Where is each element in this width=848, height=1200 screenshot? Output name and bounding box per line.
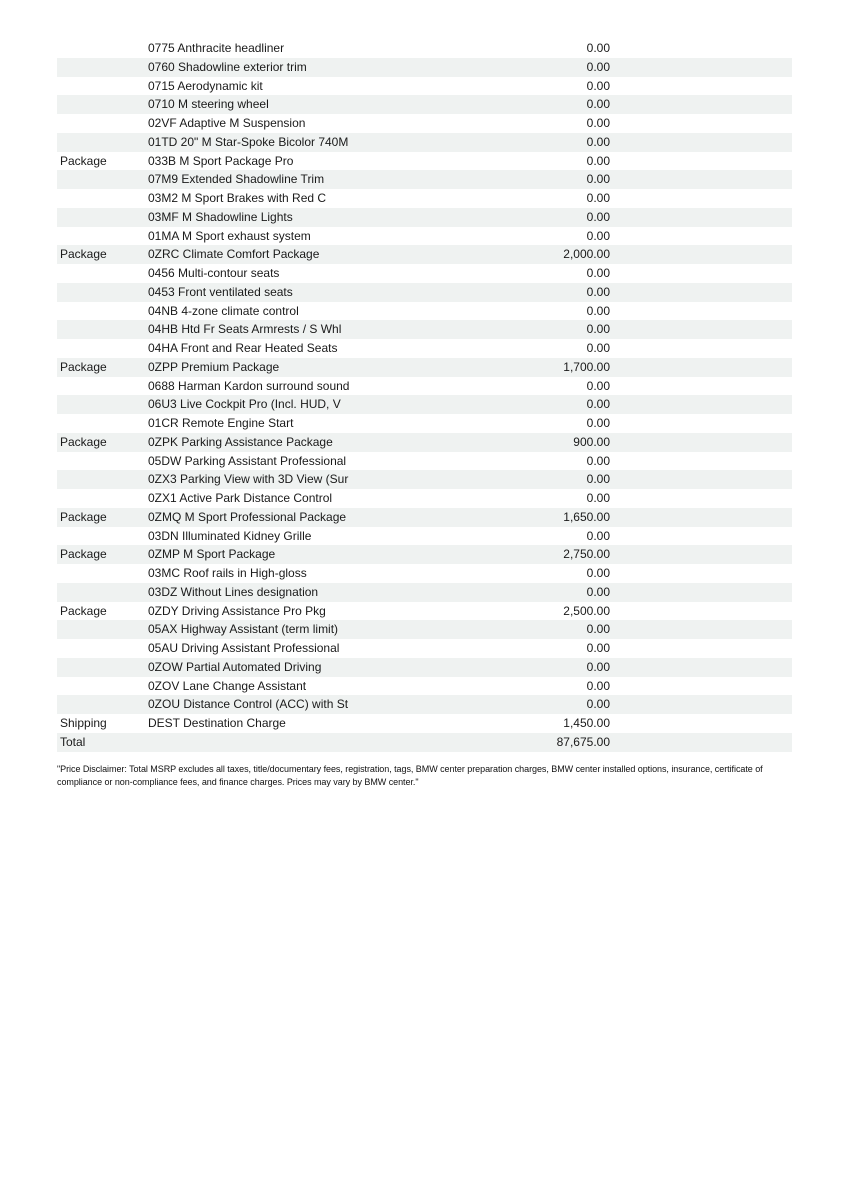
- row-category: Package: [60, 509, 107, 524]
- row-category: Shipping: [60, 716, 107, 730]
- row-price: 0.00: [586, 228, 610, 243]
- row-price: 0.00: [586, 659, 610, 674]
- row-description: 05DW Parking Assistant Professional: [148, 453, 347, 468]
- table-row: [57, 58, 792, 77]
- row-description: 01MA M Sport exhaust system: [148, 228, 311, 243]
- table-row: [57, 658, 792, 677]
- table-row: [57, 189, 792, 208]
- row-category: Package: [60, 603, 107, 618]
- table-row: [57, 489, 792, 508]
- row-description: 04HB Htd Fr Seats Armrests / S Whl: [148, 322, 342, 337]
- table-row: [57, 339, 792, 358]
- row-description: 06U3 Live Cockpit Pro (Incl. HUD, V: [148, 397, 341, 412]
- row-description: 0ZRC Climate Comfort Package: [148, 247, 320, 262]
- row-price: 0.00: [586, 209, 610, 224]
- row-category: Package: [60, 359, 107, 374]
- price-disclaimer: "Price Disclaimer: Total MSRP excludes all taxes, title/documentary fees, registration, tags, BMW center preparation charges, BMW center installed options, insurance, certificate of compliance or non-compliance fees, and finance charges. Prices may vary by BMW center.": [57, 764, 763, 787]
- table-row: [57, 452, 792, 471]
- row-price: 87,675.00: [556, 734, 610, 749]
- row-price: 2,500.00: [563, 603, 610, 618]
- row-description: 01TD 20" M Star-Spoke Bicolor 740M: [148, 134, 349, 149]
- row-price: 0.00: [586, 191, 610, 205]
- table-row: [57, 714, 792, 733]
- row-description: 0ZDY Driving Assistance Pro Pkg: [148, 603, 326, 618]
- table-row: [57, 564, 792, 583]
- row-description: 0ZPK Parking Assistance Package: [148, 434, 333, 449]
- row-description: 0688 Harman Kardon surround sound: [148, 378, 350, 393]
- table-row: [57, 545, 792, 564]
- row-description: 0ZX1 Active Park Distance Control: [148, 491, 333, 505]
- table-row: [57, 170, 792, 189]
- row-price: 0.00: [586, 97, 610, 112]
- row-description: 0ZOW Partial Automated Driving: [148, 659, 322, 674]
- row-price: 0.00: [586, 172, 610, 187]
- row-price: 0.00: [586, 622, 610, 637]
- row-description: 0710 M steering wheel: [148, 97, 269, 112]
- table-row: [57, 677, 792, 696]
- row-price: 0.00: [586, 116, 610, 130]
- table-row: [57, 470, 792, 489]
- row-price: 0.00: [586, 41, 610, 55]
- row-description: 07M9 Extended Shadowline Trim: [148, 172, 325, 187]
- row-description: 02VF Adaptive M Suspension: [148, 116, 306, 130]
- row-price: 1,700.00: [563, 359, 610, 374]
- row-price: 0.00: [586, 416, 610, 430]
- row-price: 2,000.00: [563, 247, 610, 262]
- row-price: 0.00: [586, 266, 610, 280]
- row-price: 0.00: [586, 491, 610, 505]
- row-price: 0.00: [586, 303, 610, 318]
- row-price: 2,750.00: [563, 547, 610, 562]
- row-description: 03M2 M Sport Brakes with Red C: [148, 191, 327, 205]
- options-table: [57, 39, 792, 752]
- row-price: 0.00: [586, 341, 610, 355]
- table-row: [57, 302, 792, 321]
- row-description: 04HA Front and Rear Heated Seats: [148, 341, 338, 355]
- row-description: 03MF M Shadowline Lights: [148, 209, 293, 224]
- table-row: [57, 733, 792, 752]
- row-price: 900.00: [573, 434, 610, 449]
- table-row: [57, 620, 792, 639]
- row-description: 0775 Anthracite headliner: [148, 41, 285, 55]
- row-category: Package: [60, 247, 107, 262]
- row-description: 03DZ Without Lines designation: [148, 584, 319, 599]
- row-description: 03DN Illuminated Kidney Grille: [148, 528, 312, 543]
- row-price: 0.00: [586, 528, 610, 543]
- row-price: 0.00: [586, 472, 610, 487]
- row-description: 033B M Sport Package Pro: [148, 153, 294, 168]
- row-description: 04NB 4-zone climate control: [148, 303, 299, 318]
- row-description: DEST Destination Charge: [148, 716, 286, 730]
- table-row: [57, 695, 792, 714]
- row-description: 0456 Multi-contour seats: [148, 266, 280, 280]
- row-price: 0.00: [586, 453, 610, 468]
- row-price: 1,450.00: [563, 716, 610, 730]
- row-description: 0760 Shadowline exterior trim: [148, 59, 307, 74]
- table-row: [57, 395, 792, 414]
- row-category: Package: [60, 434, 107, 449]
- row-price: 0.00: [586, 641, 610, 655]
- row-price: 0.00: [586, 378, 610, 393]
- row-description: 0453 Front ventilated seats: [148, 284, 293, 299]
- row-description: 05AU Driving Assistant Professional: [148, 641, 340, 655]
- row-price: 0.00: [586, 322, 610, 337]
- row-price: 0.00: [586, 78, 610, 93]
- table-row: [57, 283, 792, 302]
- table-row: [57, 152, 792, 171]
- table-row: [57, 377, 792, 396]
- table-row: [57, 245, 792, 264]
- row-price: 0.00: [586, 284, 610, 299]
- row-description: 0ZOV Lane Change Assistant: [148, 678, 307, 693]
- table-row: [57, 227, 792, 246]
- table-row: [57, 414, 792, 433]
- row-price: 0.00: [586, 59, 610, 74]
- row-price: 0.00: [586, 397, 610, 412]
- table-row: [57, 358, 792, 377]
- table-row: [57, 602, 792, 621]
- row-description: 05AX Highway Assistant (term limit): [148, 622, 339, 637]
- row-price: 0.00: [586, 134, 610, 149]
- row-price: 0.00: [586, 153, 610, 168]
- row-description: 0ZPP Premium Package: [148, 359, 280, 374]
- row-description: 01CR Remote Engine Start: [148, 416, 294, 430]
- row-description: 0ZMP M Sport Package: [148, 547, 276, 562]
- row-price: 0.00: [586, 566, 610, 580]
- table-row: [57, 583, 792, 602]
- row-description: 0ZMQ M Sport Professional Package: [148, 509, 347, 524]
- row-description: 0ZOU Distance Control (ACC) with St: [148, 697, 349, 712]
- row-description: 03MC Roof rails in High-gloss: [148, 566, 307, 580]
- table-row: [57, 114, 792, 133]
- row-description: 0ZX3 Parking View with 3D View (Sur: [148, 472, 349, 487]
- row-price: 0.00: [586, 678, 610, 693]
- table-row: [57, 208, 792, 227]
- table-row: [57, 433, 792, 452]
- row-price: 1,650.00: [563, 509, 610, 524]
- table-row: [57, 320, 792, 339]
- row-price: 0.00: [586, 697, 610, 712]
- row-category: Package: [60, 547, 107, 562]
- table-row: [57, 39, 792, 58]
- table-row: [57, 264, 792, 283]
- row-category: Package: [60, 153, 107, 168]
- table-row: [57, 95, 792, 114]
- table-row: [57, 639, 792, 658]
- row-price: 0.00: [586, 584, 610, 599]
- table-row: [57, 77, 792, 96]
- table-row: [57, 508, 792, 527]
- table-row: [57, 133, 792, 152]
- row-description: 0715 Aerodynamic kit: [148, 78, 263, 93]
- row-category: Total: [60, 734, 86, 749]
- table-row: [57, 527, 792, 546]
